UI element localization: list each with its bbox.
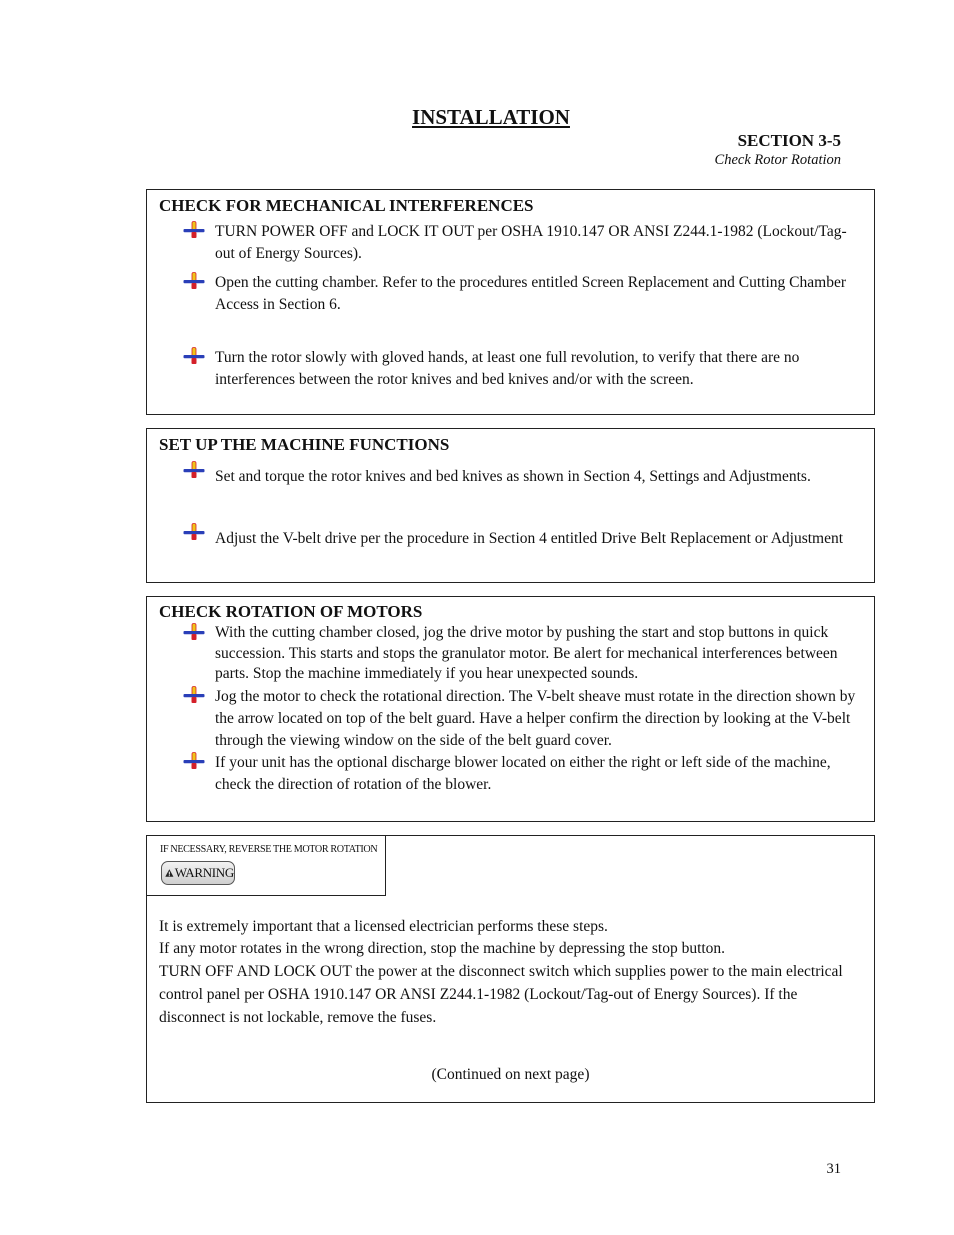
warning-caption: IF NECESSARY, REVERSE THE MOTOR ROTATION [160, 843, 378, 855]
list-item [183, 523, 866, 554]
warning-body [159, 916, 866, 1029]
list-item [183, 461, 866, 492]
warning-header-cell [147, 836, 386, 896]
list-item-text: If your unit has the optional discharge blower located on either the right or left side of the machine, check the direction of rotation of the blower. [215, 754, 831, 793]
pointing-hand-bullet-icon [183, 623, 205, 641]
list-item-text: Open the cutting chamber. Refer to the procedures entitled Screen Replacement and Cutting Chamber Access in Section 6. [215, 274, 846, 313]
continued-note: (Continued on next page) [431, 1066, 590, 1083]
list-item [183, 623, 866, 685]
box-title: SET UP THE MACHINE FUNCTIONS [159, 435, 450, 454]
list-item-text: Set and torque the rotor knives and bed knives as shown in Section 4, Settings and Adjustments. [215, 468, 811, 485]
box-title: CHECK FOR MECHANICAL INTERFERENCES [159, 196, 534, 215]
list-item-text: Adjust the V-belt drive per the procedure in Section 4 entitled Drive Belt Replacement or Adjustment [215, 530, 844, 547]
list-item-text: TURN POWER OFF and LOCK IT OUT per OSHA 1910.147 OR ANSI Z244.1-1982 (Lockout/Tag-out of Energy Sources). [215, 223, 847, 262]
pointing-hand-bullet-icon [183, 752, 205, 770]
pointing-hand-bullet-icon [183, 272, 205, 290]
page-title: INSTALLATION [412, 105, 570, 129]
mechanical-interferences-box [146, 189, 875, 415]
list-item [183, 221, 866, 265]
motor-rotation-box [146, 596, 875, 822]
list-item-text: Turn the rotor slowly with gloved hands, at least one full revolution, to verify that there are no interferences between the rotor knives and bed knives and/or with the screen. [215, 349, 800, 388]
box-title: CHECK ROTATION OF MOTORS [159, 602, 423, 621]
warning-box [146, 835, 875, 1103]
list-item [183, 272, 866, 316]
warning-triangle-icon [165, 865, 174, 881]
warning-label: WARNING [174, 865, 234, 880]
pointing-hand-bullet-icon [183, 347, 205, 365]
pointing-hand-bullet-icon [183, 523, 205, 541]
warning-line: It is extremely important that a licensed electrician performs these steps. [159, 918, 608, 935]
list-item-text: Jog the motor to check the rotational direction. The V-belt sheave must rotate in the direction shown by the arrow located on top of the belt guard. Have a helper confirm the direction by looking at the V-belt through the viewing window on the side of the belt guard cover. [215, 688, 856, 749]
list-item [183, 686, 866, 752]
list-item-text: With the cutting chamber closed, jog the drive motor by pushing the start and stop buttons in quick succession. This starts and stops the granulator motor. Be alert for mechanical interferences between parts. Stop the machine immediately if you hear unexpected sounds. [215, 624, 838, 682]
pointing-hand-bullet-icon [183, 221, 205, 239]
pointing-hand-bullet-icon [183, 686, 205, 704]
pointing-hand-bullet-icon [183, 461, 205, 479]
warning-badge [161, 861, 235, 885]
section-number: SECTION 3-5 [737, 131, 841, 150]
page-number: 31 [826, 1161, 841, 1177]
warning-line: If any motor rotates in the wrong direction, stop the machine by depressing the stop button. [159, 940, 726, 957]
list-item [183, 347, 866, 391]
section-subtitle: Check Rotor Rotation [714, 152, 841, 168]
warning-line: TURN OFF AND LOCK OUT the power at the disconnect switch which supplies power to the main electrical control panel per OSHA 1910.147 OR ANSI Z244.1-1982 (Lockout/Tag-out of Energy Sources). If the disconnect is not lockable, remove the fuses. [159, 963, 843, 1026]
machine-functions-box [146, 428, 875, 583]
list-item [183, 752, 866, 796]
